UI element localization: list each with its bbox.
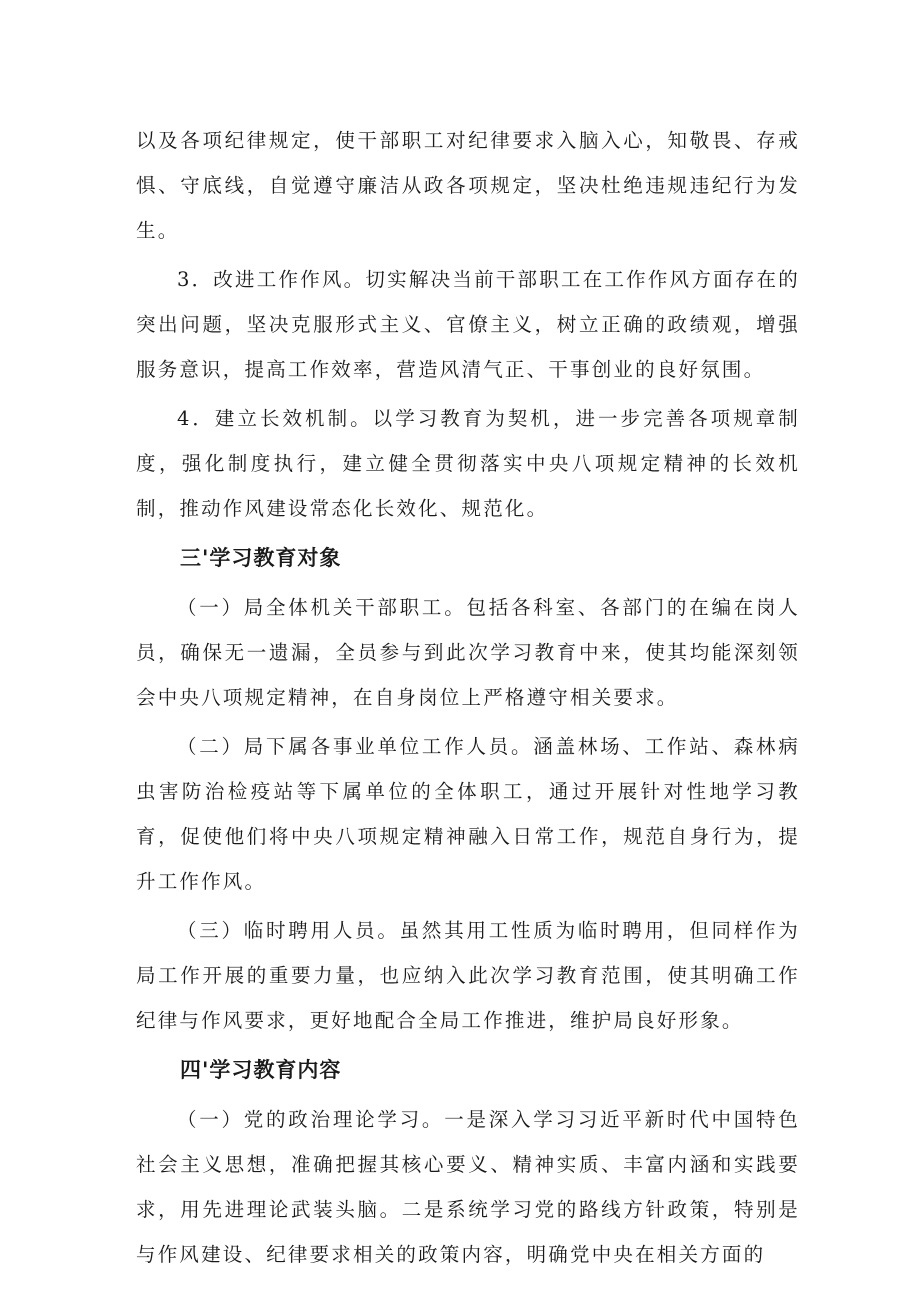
paragraph-target-office-staff: （一）局全体机关干部职工。包括各科室、各部门的在编在岗人员，确保无一遗漏，全员参与到此次学习教育中来，使其均能深刻领会中央八项规定精神，在自身岗位上严格遵守相关要求。 [136, 596, 800, 709]
paragraph-target-temporary-staff: （三）临时聘用人员。虽然其用工性质为临时聘用，但同样作为局工作开展的重要力量，也应纳入此次学习教育范围，使其明确工作纪律与作风要求，更好地配合全局工作推进，维护局良好形象。 [136, 919, 800, 1032]
section-heading-content: 四'学习教育内容 [180, 1058, 342, 1082]
paragraph-improve-work-style: 3．改进工作作风。切实解决当前干部职工在工作作风方面存在的突出问题，坚决克服形式主义、官僚主义，树立正确的政绩观，增强服务意识，提高工作效率，营造风清气正、干事创业的良好氛围。 [136, 268, 800, 381]
section-heading-targets: 三'学习教育对象 [180, 546, 342, 570]
paragraph-long-term-mechanism: 4．建立长效机制。以学习教育为契机，进一步完善各项规章制度，强化制度执行，建立健全贯彻落实中央八项规定精神的长效机制，推动作风建设常态化长效化、规范化。 [136, 407, 800, 520]
paragraph-discipline-continuation: 以及各项纪律规定，使干部职工对纪律要求入脑入心，知敬畏、存戒惧、守底线，自觉遵守廉洁从政各项规定，坚决杜绝违规违纪行为发生。 [136, 129, 800, 242]
paragraph-political-theory-study: （一）党的政治理论学习。一是深入学习习近平新时代中国特色社会主义思想，准确把握其核心要义、精神实质、丰富内涵和实践要求，用先进理论武装头脑。二是系统学习党的路线方针政策，特别是与作风建设、纪律要求相关的政策内容，明确党中央在相关方面的 [136, 1108, 800, 1266]
paragraph-target-subordinate-units: （二）局下属各事业单位工作人员。涵盖林场、工作站、森林病虫害防治检疫站等下属单位的全体职工，通过开展针对性地学习教育，促使他们将中央八项规定精神融入日常工作，规范自身行为，提升工作作风。 [136, 735, 800, 893]
